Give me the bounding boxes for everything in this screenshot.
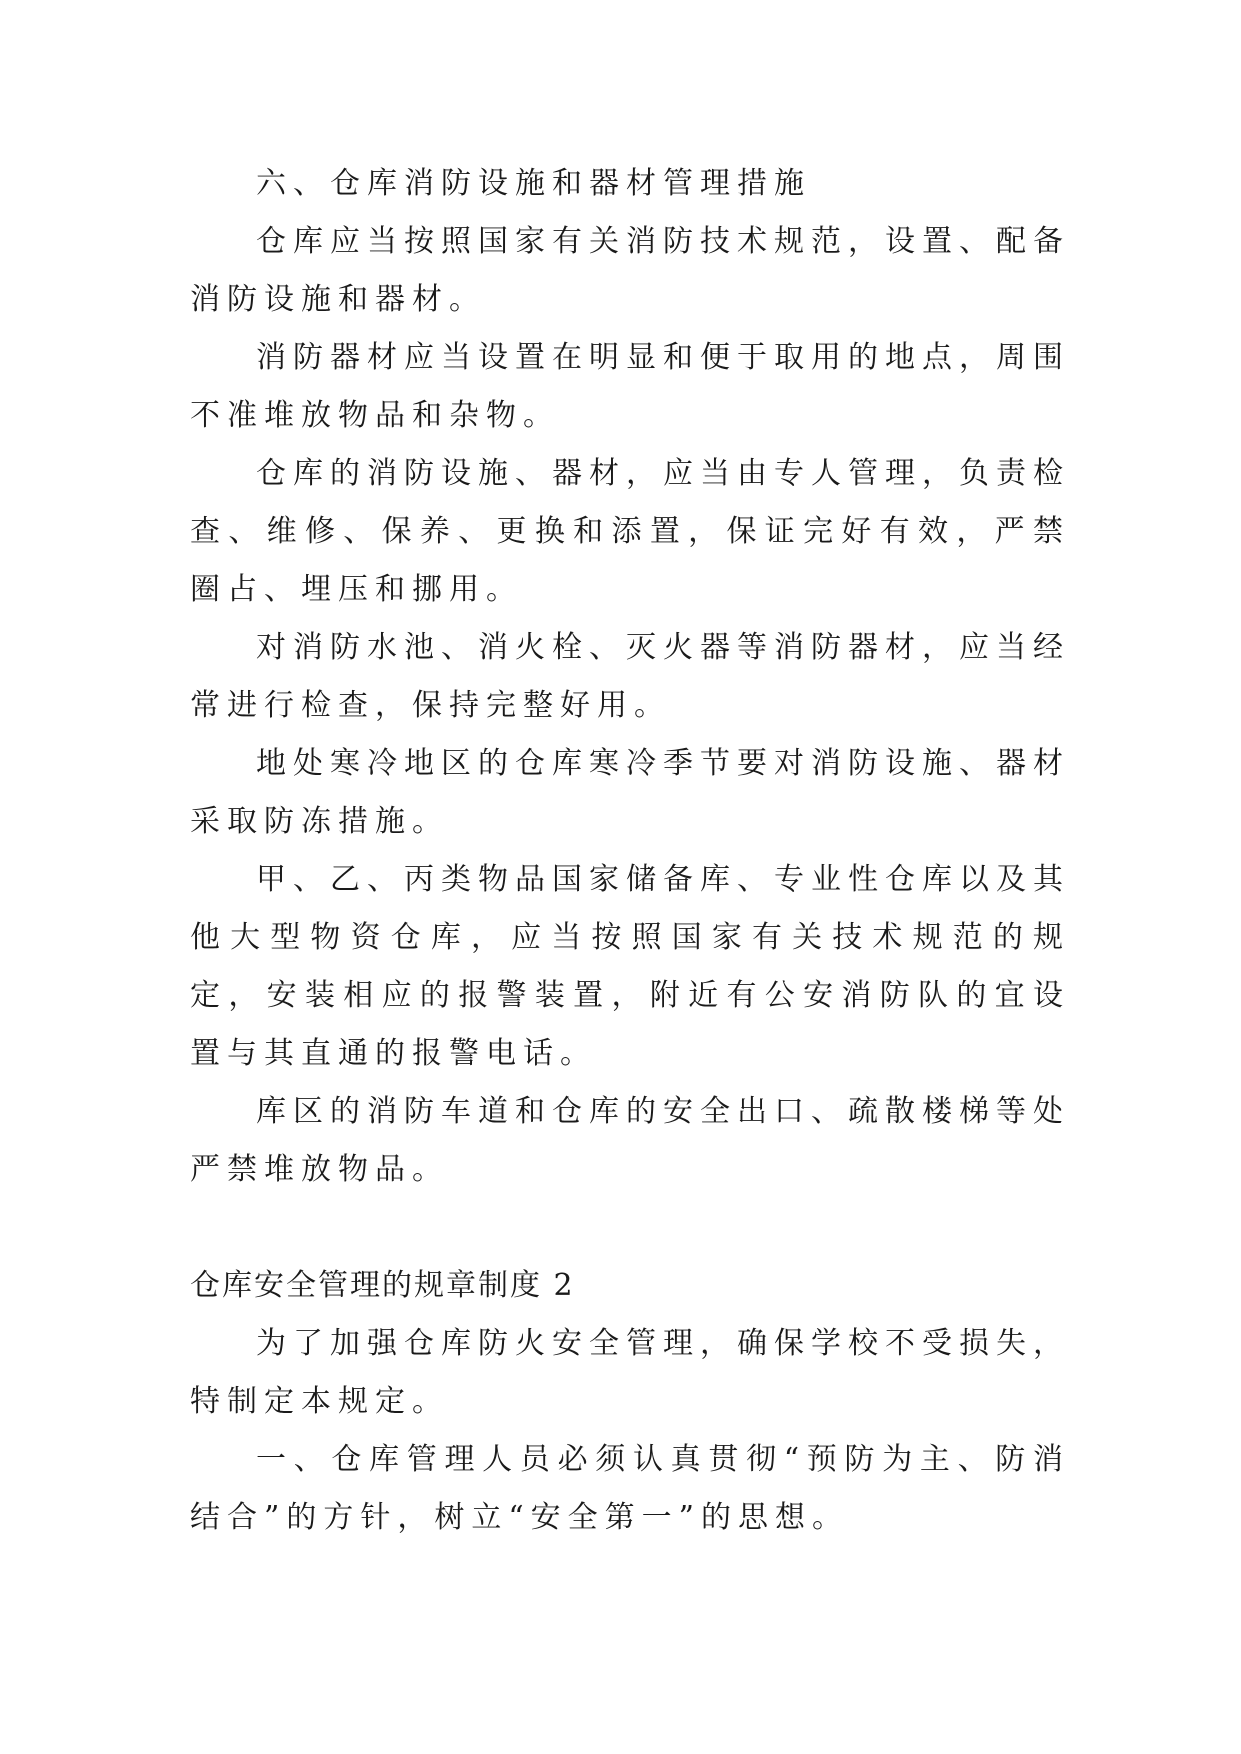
paragraph: 地处寒冷地区的仓库寒冷季节要对消防设施、器材采取防冻措施。 xyxy=(190,746,1070,839)
document-body xyxy=(190,155,1070,1547)
section-title: 仓库安全管理的规章制度 2 xyxy=(190,1268,575,1303)
paragraph: 对消防水池、消火栓、灭火器等消防器材，应当经常进行检查，保持完整好用。 xyxy=(190,630,1070,723)
paragraph: 消防器材应当设置在明显和便于取用的地点，周围不准堆放物品和杂物。 xyxy=(190,340,1070,433)
section-heading: 六、仓库消防设施和器材管理措施 xyxy=(256,166,811,201)
paragraph: 库区的消防车道和仓库的安全出口、疏散楼梯等处严禁堆放物品。 xyxy=(190,1094,1070,1187)
paragraph: 仓库应当按照国家有关消防技术规范，设置、配备消防设施和器材。 xyxy=(190,224,1070,317)
paragraph: 一、仓库管理人员必须认真贯彻“预防为主、防消结合”的方针，树立“安全第一”的思想。 xyxy=(190,1442,1070,1535)
paragraph: 甲、乙、丙类物品国家储备库、专业性仓库以及其他大型物资仓库，应当按照国家有关技术规范的规定，安装相应的报警装置，附近有公安消防队的宜设置与其直通的报警电话。 xyxy=(190,862,1070,1071)
paragraph: 为了加强仓库防火安全管理，确保学校不受损失，特制定本规定。 xyxy=(190,1326,1070,1419)
spacer xyxy=(190,1199,1070,1257)
paragraph: 仓库的消防设施、器材，应当由专人管理，负责检查、维修、保养、更换和添置，保证完好有效，严禁圈占、埋压和挪用。 xyxy=(190,456,1070,607)
